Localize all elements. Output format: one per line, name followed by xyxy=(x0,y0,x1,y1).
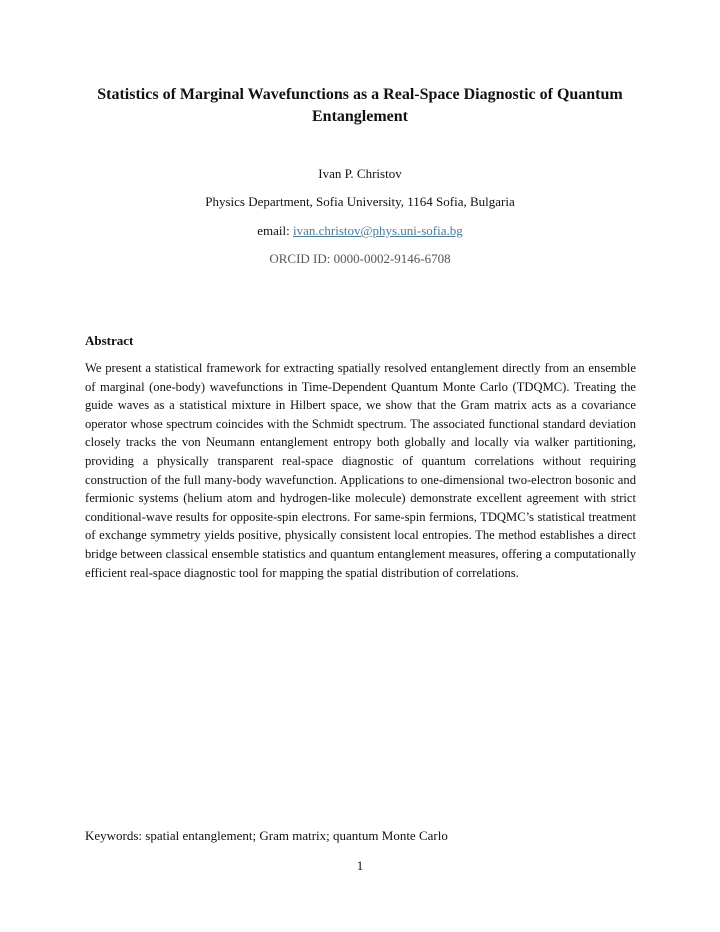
email-link[interactable]: ivan.christov@phys.uni-sofia.bg xyxy=(292,223,463,238)
author-name: Ivan P. Christov xyxy=(318,166,402,181)
abstract-text: We present a statistical framework for extracting spatially resolved entanglement directly from an ensemble of marginal (one-body) wavefunctions in Time-Dependent Quantum Monte Carlo (TDQMC). Treating the guide waves as a statistical mixture in Hilbert space, we show that the Gram matrix acts as a covariance operator whose spectrum coincides with the Schmidt spectrum. The associated functional standard deviation closely tracks the von Neumann entanglement entropy both globally and locally via walker partitioning, providing a physically transparent real-space diagnostic of quantum correlations without requiring construction of the full many-body wavefunction. Applications to one-dimensional two-electron bosonic and fermionic systems (helium atom and hydrogen-like molecule) demonstrate excellent agreement with strict conditional-wave results for opposite-spin electrons. For same-spin fermions, TDQMC’s statistical treatment of exchange symmetry yields positive, physically consistent local entropies. The method establishes a direct bridge between classical ensemble statistics and quantum entanglement measures, offering a computationally efficient real-space diagnostic tool for mapping the spatial distribution of correlations. xyxy=(85,361,636,580)
orcid-id: ORCID ID: 0000-0002-9146-6708 xyxy=(269,251,451,266)
page-number: 1 xyxy=(356,858,364,873)
email-label: email: xyxy=(257,223,293,238)
paper-title: Statistics of Marginal Wavefunctions as a Real-Space Diagnostic of Quantum Entanglement xyxy=(97,86,623,125)
keywords: Keywords: spatial entanglement; Gram matrix; quantum Monte Carlo xyxy=(85,828,448,843)
email-line xyxy=(60,223,660,239)
author-affiliation: Physics Department, Sofia University, 1164 Sofia, Bulgaria xyxy=(205,194,515,209)
abstract-heading: Abstract xyxy=(85,333,134,348)
